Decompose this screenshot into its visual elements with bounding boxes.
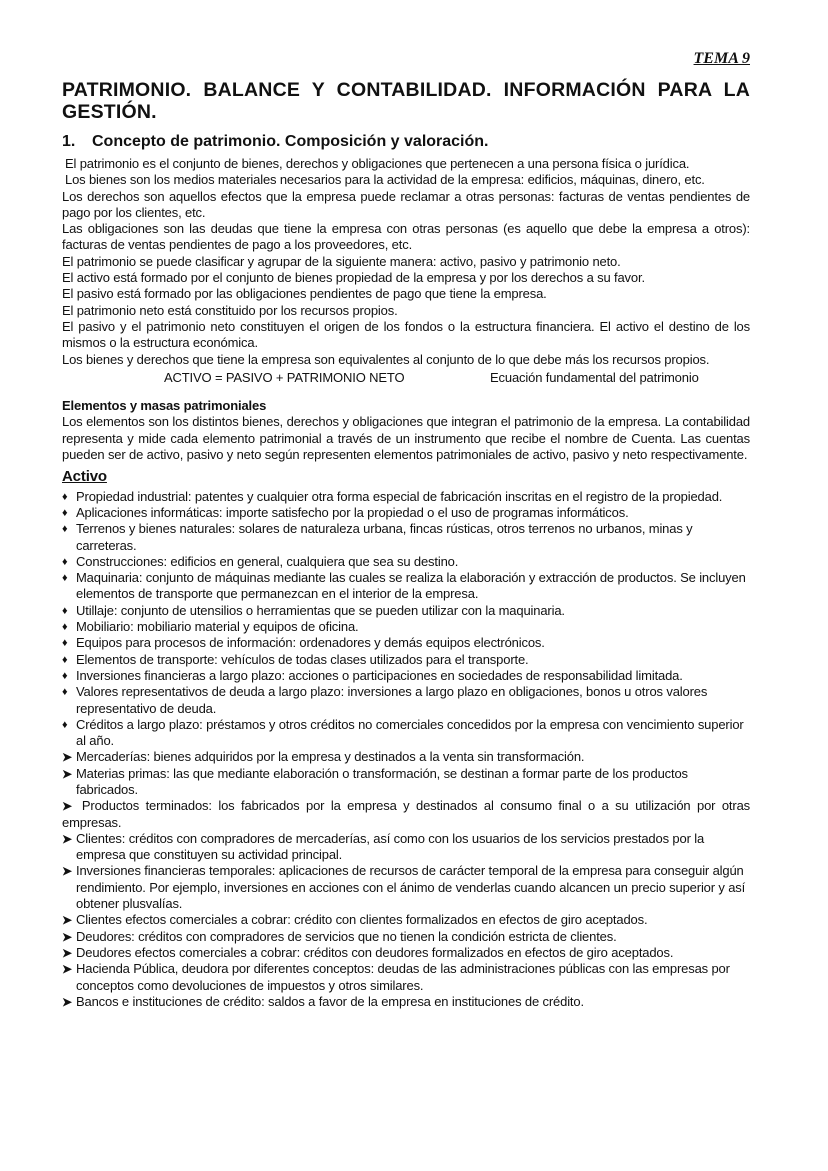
diamond-bullet-icon: ♦ (62, 621, 68, 634)
list-item (62, 798, 750, 831)
list-item-text: Mercaderías: bienes adquiridos por la empresa y destinados a la venta sin transformación. (76, 749, 585, 765)
arrow-bullet-icon: ➤ (62, 945, 72, 960)
list-item (62, 912, 750, 928)
list-item (62, 635, 750, 651)
equation-formula: ACTIVO = PASIVO + PATRIMONIO NETO (164, 369, 405, 385)
section-number: 1. (62, 133, 76, 150)
list-item (62, 570, 750, 603)
list-item (62, 521, 750, 554)
diamond-bullet-icon: ♦ (62, 604, 68, 617)
list-item (62, 603, 750, 619)
list-item-text: Equipos para procesos de información: ordenadores y demás equipos electrónicos. (76, 635, 545, 651)
paragraph: El patrimonio se puede clasificar y agrupar de la siguiente manera: activo, pasivo y patrimonio neto. (62, 253, 621, 269)
list-item (62, 749, 750, 765)
equation-label: Ecuación fundamental del patrimonio (490, 369, 699, 385)
diamond-bullet-icon: ♦ (62, 686, 68, 699)
arrow-bullet-icon: ➤ (62, 750, 72, 765)
list-item-text: Clientes efectos comerciales a cobrar: crédito con clientes formalizados en efectos de giro aceptados. (76, 912, 648, 928)
arrow-bullet-icon: ➤ (62, 766, 72, 781)
document-title: PATRIMONIO. BALANCE Y CONTABILIDAD. INFORMACIÓN PARA LA GESTIÓN. (62, 79, 750, 123)
list-item-text: Propiedad industrial: patentes y cualquier otra forma especial de fabricación inscritas en el registro de la propiedad. (76, 488, 723, 504)
list-item-text: Mobiliario: mobiliario material y equipos de oficina. (76, 619, 359, 635)
section-title: Concepto de patrimonio. Composición y valoración. (92, 133, 489, 150)
list-item (62, 505, 750, 521)
list-item-text: Créditos a largo plazo: préstamos y otros créditos no comerciales concedidos por la empresa con vencimiento superior al año. (76, 716, 744, 749)
paragraph: El activo está formado por el conjunto de bienes propiedad de la empresa y por los derechos a su favor. (62, 270, 645, 286)
subsection-heading: Elementos y masas patrimoniales (62, 398, 267, 414)
paragraph: Los elementos son los distintos bienes, derechos y obligaciones que integran el patrimonio de la empresa. La contabilidad representa y mide cada elemento patrimonial a través de un instrumento que recibe el nombre de Cuenta. Las cuentas pueden ser de activo, pasivo y neto según representen elementos patrimoniales de activo, pasivo y neto respectivamente. (62, 414, 750, 463)
list-item (62, 929, 750, 945)
list-item (62, 994, 750, 1010)
paragraph: El patrimonio es el conjunto de bienes, derechos y obligaciones que pertenecen a una persona física o jurídica. (65, 156, 690, 171)
list-item (62, 684, 750, 717)
arrow-bullet-icon: ➤ (62, 799, 72, 814)
arrow-bullet-icon: ➤ (62, 831, 72, 846)
activo-heading: Activo (62, 468, 107, 486)
diamond-bullet-icon: ♦ (62, 572, 68, 585)
paragraph: El patrimonio neto está constituido por los recursos propios. (62, 302, 398, 318)
arrow-bullet-icon: ➤ (62, 929, 72, 944)
topic-label: TEMA 9 (693, 50, 750, 67)
diamond-bullet-icon: ♦ (62, 637, 68, 650)
paragraph: Los bienes y derechos que tiene la empresa son equivalentes al conjunto de lo que debe más los recursos propios. (62, 351, 710, 367)
arrow-bullet-icon: ➤ (62, 913, 72, 928)
equation-line (62, 370, 750, 386)
list-item-text: Hacienda Pública, deudora por diferentes conceptos: deudas de las administraciones públicas con las empresas por conceptos como devoluciones de impuestos y otros similares. (76, 961, 730, 993)
list-item (62, 652, 750, 668)
list-item-text: Materias primas: las que mediante elaboración o transformación, se destinan a formar parte de los productos fabricados. (76, 765, 688, 797)
list-item (62, 831, 750, 864)
list-item (62, 717, 750, 750)
document-body (62, 156, 750, 1010)
list-item-text: Inversiones financieras a largo plazo: acciones o participaciones en sociedades de responsabilidad limitada. (76, 667, 683, 683)
list-item (62, 668, 750, 684)
list-item-text: Aplicaciones informáticas: importe satisfecho por la propiedad o el uso de programas informáticos. (76, 504, 629, 520)
paragraph: El pasivo está formado por las obligaciones pendientes de pago que tiene la empresa. (62, 286, 547, 302)
section-heading (62, 133, 489, 151)
list-item-text: Utillaje: conjunto de utensilios o herramientas que se pueden utilizar con la maquinaria. (76, 602, 565, 618)
list-item (62, 554, 750, 570)
list-item-text: Deudores: créditos con compradores de servicios que no tienen la condición estricta de clientes. (76, 928, 617, 944)
diamond-bullet-icon: ♦ (62, 555, 68, 568)
list-item-text: Terrenos y bienes naturales: solares de naturaleza urbana, fincas rústicas, otros terrenos no urbanos, minas y carreteras. (76, 521, 693, 553)
list-item (62, 619, 750, 635)
paragraph: El pasivo y el patrimonio neto constituyen el origen de los fondos o la estructura financiera. El activo el destino de los mismos o la estructura económica. (62, 318, 750, 351)
diamond-bullet-icon: ♦ (62, 523, 68, 536)
list-item-text: Construcciones: edificios en general, cualquiera que sea su destino. (76, 553, 459, 569)
paragraph: Los derechos son aquellos efectos que la empresa puede reclamar a otras personas: facturas de ventas pendientes de pago por los clientes, etc. (62, 188, 750, 220)
arrow-bullet-icon: ➤ (62, 864, 72, 879)
arrow-bullet-icon: ➤ (62, 994, 72, 1009)
list-item (62, 945, 750, 961)
list-item-text: Elementos de transporte: vehículos de todas clases utilizados para el transporte. (76, 651, 529, 667)
list-item-text: Inversiones financieras temporales: aplicaciones de recursos de carácter temporal de la empresa para conseguir algún rendimiento. Por ejemplo, inversiones en acciones con el ánimo de venderlas cuando alcancen un precio superior y así obtener plusvalías. (76, 863, 746, 912)
list-item (62, 961, 750, 994)
paragraph: Los bienes son los medios materiales necesarios para la actividad de la empresa: edificios, máquinas, dinero, etc. (65, 172, 705, 188)
list-item-text: Bancos e instituciones de crédito: saldos a favor de la empresa en instituciones de crédito. (76, 993, 584, 1009)
activo-list (62, 489, 750, 1011)
list-item (62, 863, 750, 912)
diamond-bullet-icon: ♦ (62, 669, 68, 682)
diamond-bullet-icon: ♦ (62, 490, 68, 503)
list-item-text: Deudores efectos comerciales a cobrar: créditos con deudores formalizados en efectos de giro aceptados. (76, 944, 674, 960)
list-item-text: Productos terminados: los fabricados por la empresa y destinados al consumo final o a su utilización por otras empresas. (62, 798, 750, 830)
list-item (62, 766, 750, 799)
list-item-text: Valores representativos de deuda a largo plazo: inversiones a largo plazo en obligaciones, bonos u otros valores representativo de deuda. (76, 684, 708, 716)
list-item-text: Clientes: créditos con compradores de mercaderías, así como con los usuarios de los servicios prestados por la empresa que constituyen su actividad principal. (76, 830, 705, 863)
paragraph: Las obligaciones son las deudas que tiene la empresa con otras personas (es aquello que debe la empresa a otros): facturas de ventas pendientes de pago a los proveedores, etc. (62, 221, 750, 253)
list-item (62, 489, 750, 505)
diamond-bullet-icon: ♦ (62, 718, 68, 731)
list-item-text: Maquinaria: conjunto de máquinas mediante las cuales se realiza la elaboración y extracción de productos. Se incluyen elementos de transporte que permanezcan en el interior de la empresa. (76, 570, 746, 602)
diamond-bullet-icon: ♦ (62, 506, 68, 519)
diamond-bullet-icon: ♦ (62, 653, 68, 666)
arrow-bullet-icon: ➤ (62, 962, 72, 977)
